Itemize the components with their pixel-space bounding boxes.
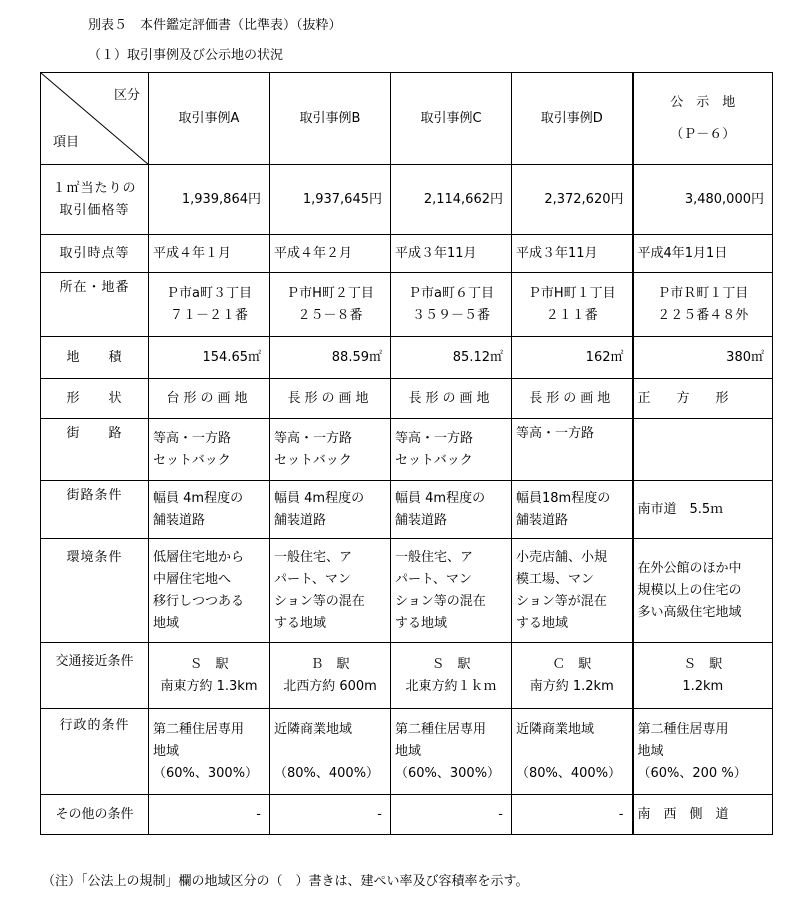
table-cell — [633, 419, 773, 481]
table-cell: 在外公館のほか中 規模以上の住宅の 多い高級住宅地域 — [633, 539, 773, 643]
header-kubun: 区分 — [113, 88, 140, 103]
table-row — [41, 539, 773, 643]
row-label-street-condition: 街路条件 — [41, 481, 149, 539]
table-cell: 85.12㎡ — [391, 337, 512, 379]
header-corner-cell — [41, 73, 149, 165]
table-cell: 正 方 形 — [633, 379, 773, 419]
table-cell: 平成4年1月1日 — [633, 235, 773, 273]
table-cell: 平成４年２月 — [270, 235, 391, 273]
table-cell: Ｓ 駅 北東方約１ｋｍ — [391, 643, 512, 709]
table-cell: 南 西 側 道 — [633, 795, 773, 835]
kouji-title: 公 示 地 — [670, 94, 736, 110]
row-label-price: １㎡当たりの 取引価格等 — [41, 165, 149, 235]
table-cell: 88.59㎡ — [270, 337, 391, 379]
table-cell: 平成３年11月 — [512, 235, 633, 273]
table-cell: 第二種住居専用 地域 （60%、300%） — [391, 709, 512, 795]
table-cell: 近隣商業地域 （80%、400%） — [270, 709, 391, 795]
comparison-table — [40, 72, 773, 835]
table-cell: Ｐ市a町６丁目 ３５９－５番 — [391, 273, 512, 337]
table-cell: - — [391, 795, 512, 835]
table-cell: 長形の画地 — [391, 379, 512, 419]
table-row — [41, 795, 773, 835]
table-row — [41, 419, 773, 481]
table-cell: Ｂ 駅 北西方約 600m — [270, 643, 391, 709]
table-cell: 第二種住居専用 地域 （60%、200 %） — [633, 709, 773, 795]
table-cell: 幅員 4m程度の 舗装道路 — [149, 481, 270, 539]
table-cell: 2,372,620円 — [512, 165, 633, 235]
column-header-c: 取引事例C — [391, 73, 512, 165]
table-cell: 長形の画地 — [512, 379, 633, 419]
column-header-b: 取引事例B — [270, 73, 391, 165]
row-label-administrative: 行政的条件 — [41, 709, 149, 795]
table-cell: 等高・一方路 セットバック — [149, 419, 270, 481]
table-cell: 第二種住居専用 地域 （60%、300%） — [149, 709, 270, 795]
column-header-kouji — [633, 73, 773, 165]
table-cell: 154.65㎡ — [149, 337, 270, 379]
table-cell: - — [512, 795, 633, 835]
row-label-area: 地 積 — [41, 337, 149, 379]
table-row — [41, 481, 773, 539]
table-cell: 小売店舗、小規 模工場、マン ション等が混在 する地域 — [512, 539, 633, 643]
row-label-shape: 形 状 — [41, 379, 149, 419]
table-row — [41, 643, 773, 709]
table-cell: 幅員 4m程度の 舗装道路 — [391, 481, 512, 539]
row-label-location: 所在・地番 — [41, 273, 149, 337]
row-label-date: 取引時点等 — [41, 235, 149, 273]
table-cell: 等高・一方路 — [512, 419, 633, 481]
table-row — [41, 165, 773, 235]
row-label-environment: 環境条件 — [41, 539, 149, 643]
table-header-row — [41, 73, 773, 165]
column-header-a: 取引事例A — [149, 73, 270, 165]
table-cell: Ｓ 駅 南東方約 1.3km — [149, 643, 270, 709]
table-cell: Ｐ市H町１丁目 ２１１番 — [512, 273, 633, 337]
table-cell: 平成３年11月 — [391, 235, 512, 273]
table-row — [41, 337, 773, 379]
row-label-other: その他の条件 — [41, 795, 149, 835]
table-cell: 平成４年１月 — [149, 235, 270, 273]
table-cell: 1,939,864円 — [149, 165, 270, 235]
table-row — [41, 379, 773, 419]
row-label-street: 街 路 — [41, 419, 149, 481]
table-cell: 一般住宅、ア パート、マン ション等の混在 する地域 — [270, 539, 391, 643]
table-row — [41, 235, 773, 273]
table-cell: 幅員18m程度の 舗装道路 — [512, 481, 633, 539]
header-koumoku: 項目 — [53, 135, 80, 150]
table-row — [41, 709, 773, 795]
kouji-code: （Ｐ－６） — [670, 126, 736, 142]
table-cell: 低層住宅地から 中層住宅地へ 移行しつつある 地域 — [149, 539, 270, 643]
table-cell: 1,937,645円 — [270, 165, 391, 235]
section-subtitle: （１）取引事例及び公示地の状況 — [88, 48, 284, 63]
table-cell: 一般住宅、ア パート、マン ション等の混在 する地域 — [391, 539, 512, 643]
footnote: （注）「公法上の規制」欄の地域区分の（ ）書きは、建ぺい率及び容積率を示す。 — [42, 874, 529, 889]
table-cell: 2,114,662円 — [391, 165, 512, 235]
table-cell: 380㎡ — [633, 337, 773, 379]
table-cell: 幅員 4m程度の 舗装道路 — [270, 481, 391, 539]
table-cell: 等高・一方路 セットバック — [391, 419, 512, 481]
table-row — [41, 273, 773, 337]
document-title: 別表５ 本件鑑定評価書（比準表）（抜粋） — [88, 18, 342, 33]
table-cell: Ｐ市Ｒ町１丁目 ２２５番４８外 — [633, 273, 773, 337]
column-header-d: 取引事例D — [512, 73, 633, 165]
table-cell: - — [270, 795, 391, 835]
table-cell: 台形の画地 — [149, 379, 270, 419]
table-cell: Ｐ市H町２丁目 ２５－８番 — [270, 273, 391, 337]
table-cell: 長形の画地 — [270, 379, 391, 419]
table-cell: 162㎡ — [512, 337, 633, 379]
table-cell: Ｓ 駅 1.2km — [633, 643, 773, 709]
table-cell: 3,480,000円 — [633, 165, 773, 235]
table-cell: Ｐ市a町３丁目 ７１－２１番 — [149, 273, 270, 337]
table-cell: 近隣商業地域 （80%、400%） — [512, 709, 633, 795]
table-cell: Ｃ 駅 南方約 1.2km — [512, 643, 633, 709]
table-cell: - — [149, 795, 270, 835]
table-cell: 等高・一方路 セットバック — [270, 419, 391, 481]
table-cell: 南市道 5.5ｍ — [633, 481, 773, 539]
row-label-transport: 交通接近条件 — [41, 643, 149, 709]
